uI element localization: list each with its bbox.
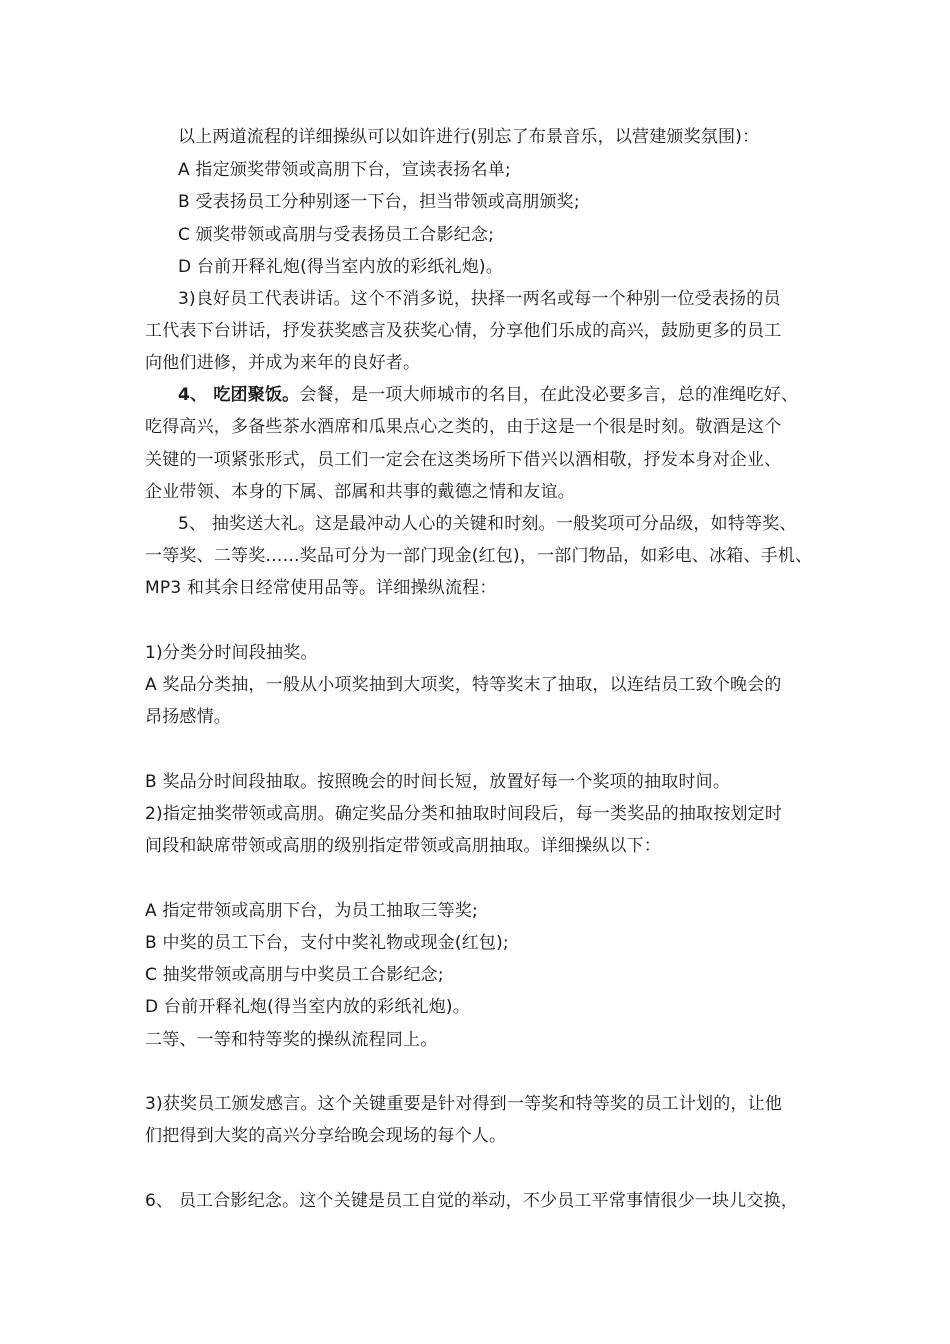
paragraph-line: MP3 和其余日经常使用品等。详细操纵流程：: [145, 578, 497, 598]
paragraph-line: B 奖品分时间段抽取。按照晚会的时间长短，放置好每一个奖项的抽取时间。: [145, 772, 731, 792]
paragraph-line: 2)指定抽奖带领或高朋。确定奖品分类和抽取时间段后，每一类奖品的抽取按划定时: [145, 804, 783, 824]
list-item: D 台前开释礼炮(得当室内放的彩纸礼炮)。: [145, 997, 470, 1017]
list-item: B 受表扬员工分种别逐一下台，担当带领或高朋颁奖;: [178, 192, 580, 212]
paragraph-line: 一等奖、二等奖……奖品可分为一部门现金(红包)，一部门物品，如彩电、冰箱、手机、: [145, 546, 813, 566]
paragraph-line: 会餐，是一项大师城市的名目，在此没必要多言，总的准绳吃好、: [299, 385, 799, 405]
paragraph-line: A 奖品分类抽，一般从小项奖抽到大项奖，特等奖末了抽取，以连结员工致个晚会的: [145, 675, 782, 695]
paragraph-line: 关键的一项紧张形式，员工们一定会在这类场所下借兴以酒相敬，抒发本身对企业、: [145, 450, 782, 470]
list-item: C 抽奖带领或高朋与中奖员工合影纪念;: [145, 965, 444, 985]
list-item: C 颁奖带领或高朋与受表扬员工合影纪念;: [178, 225, 495, 245]
paragraph-line: 工代表下台讲话，抒发获奖感言及获奖心情，分享他们乐成的高兴，鼓励更多的员工: [145, 321, 782, 341]
paragraph-line: 以上两道流程的详细操纵可以如许进行(别忘了布景音乐，以营建颁奖氛围)：: [178, 127, 760, 147]
paragraph-line: 们把得到大奖的高兴分享给晚会现场的每个人。: [145, 1126, 507, 1146]
section-4-heading: 4、 吃团聚饭。: [178, 385, 300, 405]
paragraph-line: 昂扬感情。: [145, 707, 231, 727]
list-item: D 台前开释礼炮(得当室内放的彩纸礼炮)。: [178, 257, 503, 277]
paragraph-line: 吃得高兴，多备些茶水酒席和瓜果点心之类的，由于这是一个很是时刻。敬酒是这个: [145, 417, 782, 437]
section-4-first-line: [178, 383, 798, 407]
list-item: A 指定带领或高朋下台，为员工抽取三等奖;: [145, 901, 478, 921]
paragraph-line: 3)获奖员工颁发感言。这个关键重要是针对得到一等奖和特等奖的员工计划的，让他: [145, 1094, 783, 1114]
paragraph-line: 间段和缺席带领或高朋的级别指定带领或高朋抽取。详细操纵以下：: [145, 836, 661, 856]
list-item: B 中奖的员工下台，支付中奖礼物或现金(红包);: [145, 933, 509, 953]
paragraph-line: 5、 抽奖送大礼。这是最冲动人心的关键和时刻。一般奖项可分品级，如特等奖、: [178, 514, 797, 534]
paragraph-line: 向他们进修，并成为来年的良好者。: [145, 353, 421, 373]
paragraph-line: 企业带领、本身的下属、部属和共事的戴德之情和友谊。: [145, 482, 575, 502]
paragraph-line: 二等、一等和特等奖的操纵流程同上。: [145, 1030, 438, 1050]
list-item: A 指定颁奖带领或高朋下台，宣读表扬名单;: [178, 160, 511, 180]
paragraph-line: 1)分类分时间段抽奖。: [145, 643, 318, 663]
paragraph-line: 3)良好员工代表讲话。这个不消多说，抉择一两名或每一个种别一位受表扬的员: [178, 289, 781, 309]
paragraph-line: 6、 员工合影纪念。这个关键是员工自觉的举动，不少员工平常事情很少一块儿交换，: [145, 1191, 799, 1211]
